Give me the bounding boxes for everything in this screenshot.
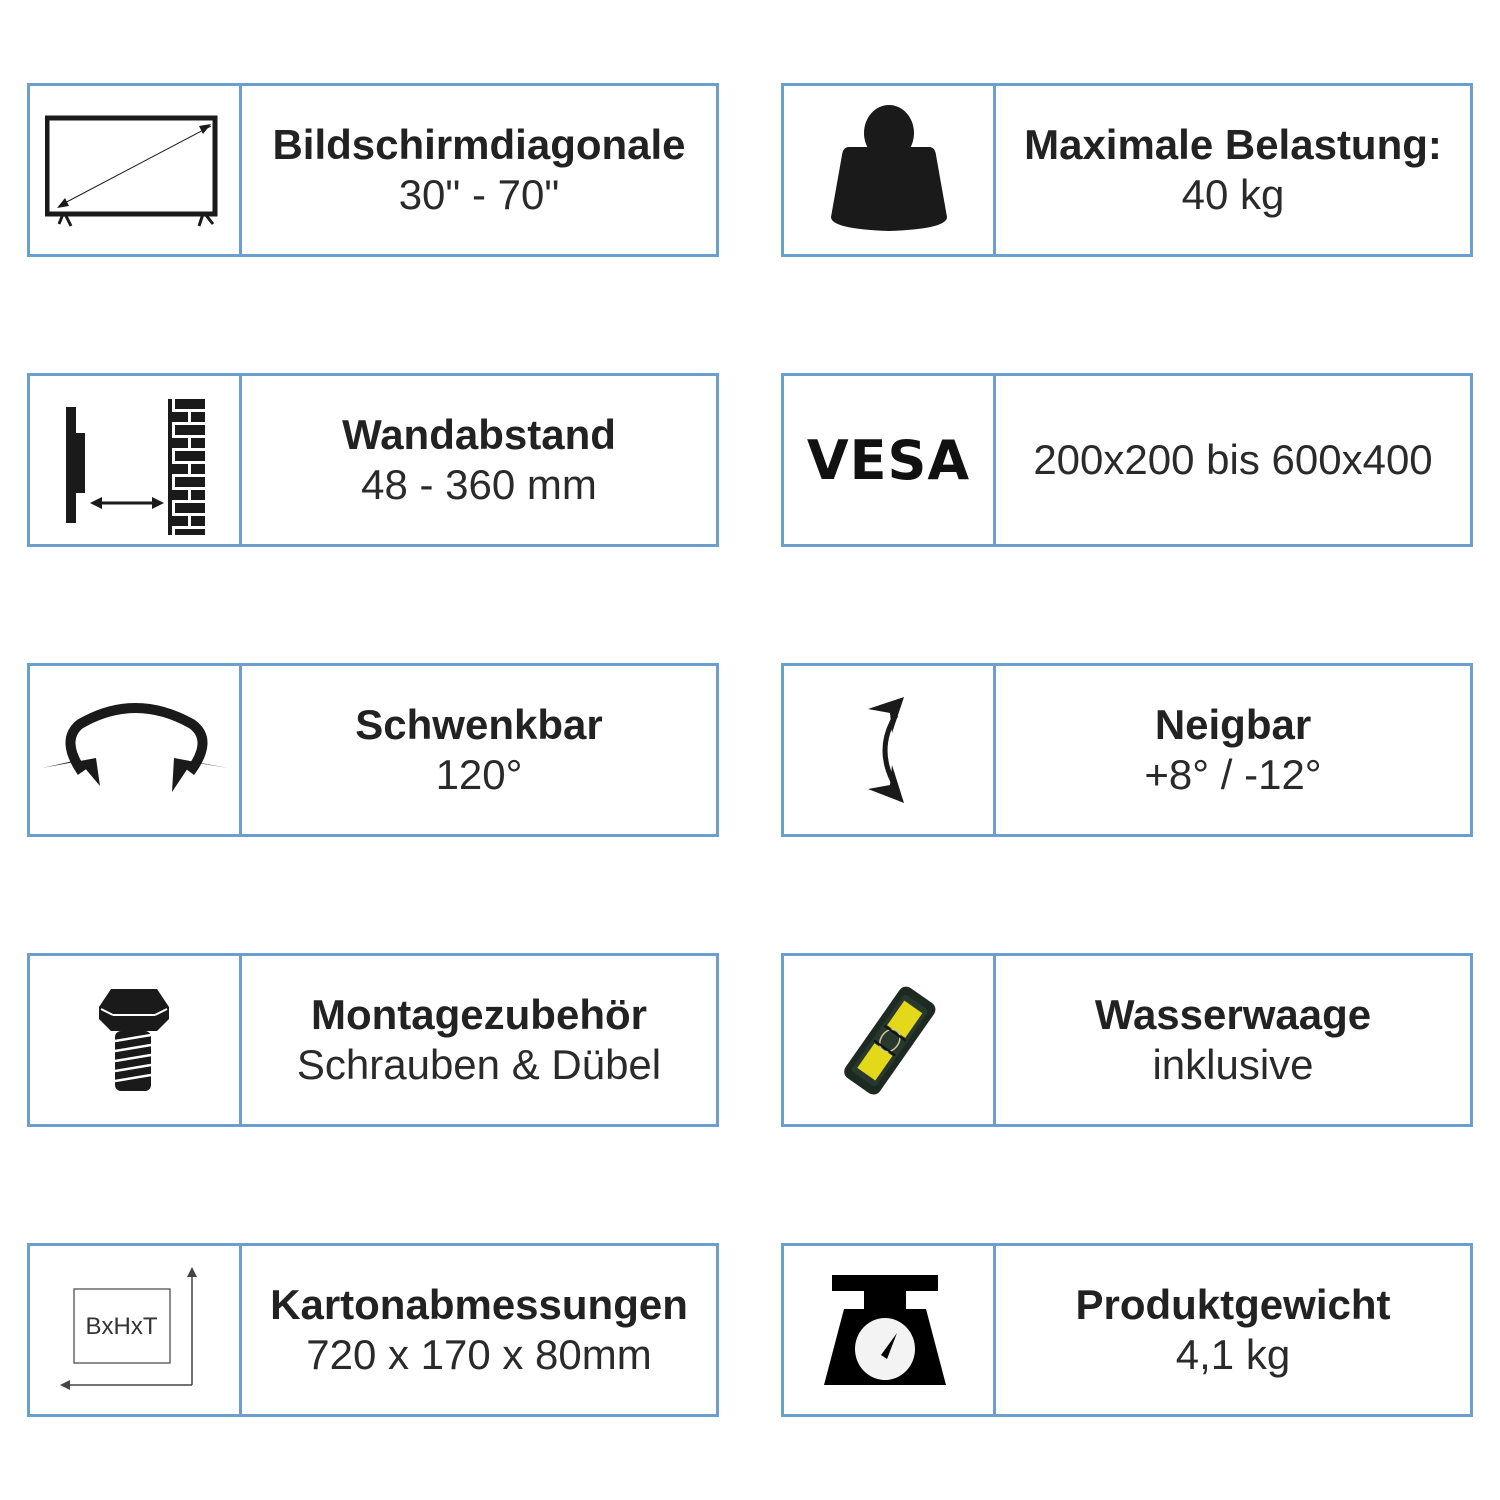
icon-cell xyxy=(30,1246,242,1414)
spec-value: 48 - 360 mm xyxy=(361,461,597,508)
tv-diagonal-icon xyxy=(45,110,225,230)
icon-cell xyxy=(784,956,996,1124)
spec-value: 40 kg xyxy=(1181,171,1285,218)
box-dimensions-label: BxHxT xyxy=(85,1313,158,1340)
spec-title: Wandabstand xyxy=(342,411,616,458)
spec-value: 30" - 70" xyxy=(398,171,560,218)
icon-cell xyxy=(784,86,996,254)
text-cell xyxy=(242,86,716,254)
spec-card-vesa xyxy=(781,373,1473,547)
spec-value: 120° xyxy=(435,751,523,798)
text-cell xyxy=(242,666,716,834)
spec-card-spirit-level xyxy=(781,953,1473,1127)
weight-icon xyxy=(819,105,959,235)
spec-card-wall-distance xyxy=(27,373,719,547)
spec-title: Wasserwaage xyxy=(1094,991,1372,1038)
spec-value: 4,1 kg xyxy=(1175,1331,1291,1378)
spec-card-tilt xyxy=(781,663,1473,837)
icon-cell xyxy=(30,666,242,834)
swivel-arrow-icon xyxy=(40,700,230,800)
spec-card-product-weight xyxy=(781,1243,1473,1417)
screw-icon xyxy=(95,985,175,1095)
text-cell xyxy=(996,666,1470,834)
icon-cell xyxy=(784,666,996,834)
wall-distance-icon xyxy=(60,385,210,535)
text-cell xyxy=(242,1246,716,1414)
spec-title: Schwenkbar xyxy=(355,701,603,748)
spec-title: Kartonabmessungen xyxy=(270,1281,688,1328)
spec-title: Bildschirmdiagonale xyxy=(272,121,686,168)
scale-icon xyxy=(824,1273,954,1388)
spec-value: +8° / -12° xyxy=(1144,751,1322,798)
text-cell xyxy=(996,956,1470,1124)
spec-card-max-load xyxy=(781,83,1473,257)
icon-cell xyxy=(30,956,242,1124)
spec-title: Neigbar xyxy=(1154,701,1312,748)
spec-title: Maximale Belastung: xyxy=(1024,121,1442,168)
spec-title: Produktgewicht xyxy=(1075,1281,1391,1328)
spec-value: 200x200 bis 600x400 xyxy=(1033,436,1433,483)
vesa-label: VESA xyxy=(806,428,971,492)
text-cell xyxy=(242,376,716,544)
tilt-arrow-icon xyxy=(864,695,914,805)
text-cell xyxy=(996,86,1470,254)
icon-cell xyxy=(30,376,242,544)
spec-card-mounting-accessories xyxy=(27,953,719,1127)
spec-value: 720 x 170 x 80mm xyxy=(306,1331,652,1378)
spec-card-swivel xyxy=(27,663,719,837)
spec-card-carton-dimensions xyxy=(27,1243,719,1417)
icon-cell xyxy=(784,1246,996,1414)
spirit-level-icon xyxy=(824,980,954,1100)
box-dimensions-icon xyxy=(60,1265,210,1395)
spec-value: Schrauben & Dübel xyxy=(296,1041,662,1088)
text-cell xyxy=(996,1246,1470,1414)
icon-cell xyxy=(784,376,996,544)
text-cell xyxy=(242,956,716,1124)
spec-title: Montagezubehör xyxy=(311,991,647,1038)
spec-value: inklusive xyxy=(1152,1041,1314,1088)
icon-cell xyxy=(30,86,242,254)
spec-card-screen-size xyxy=(27,83,719,257)
text-cell xyxy=(996,376,1470,544)
